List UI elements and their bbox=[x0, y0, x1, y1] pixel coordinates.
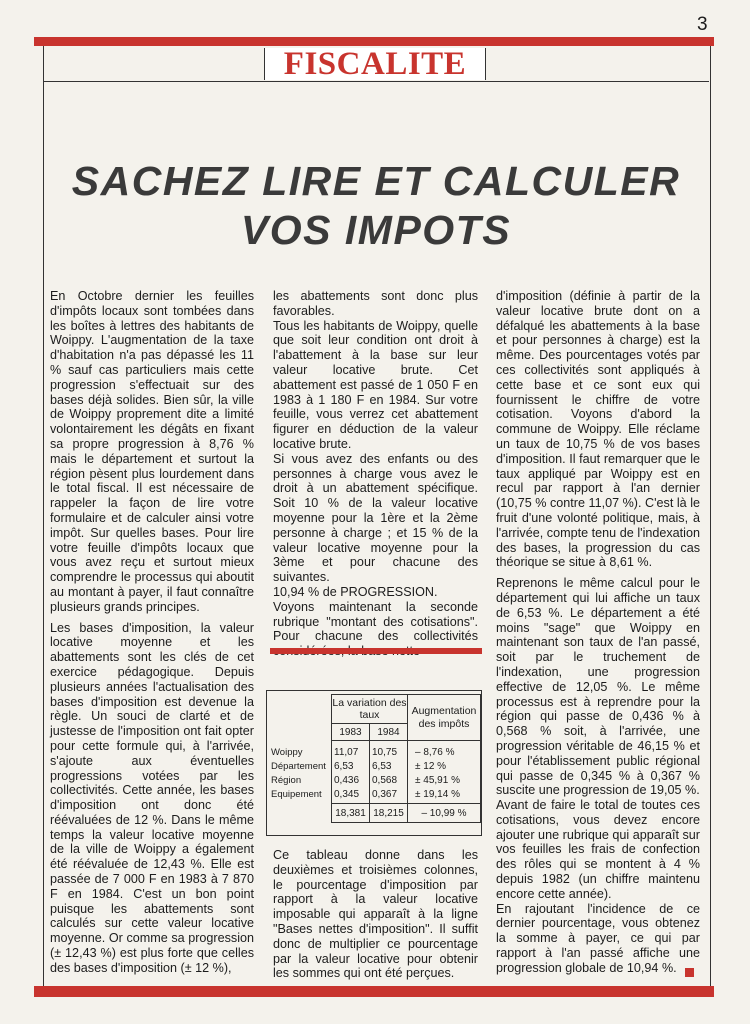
column-3 bbox=[496, 289, 700, 976]
cell-1984: 0,367 bbox=[372, 789, 398, 800]
cell-augmentation: ± 45,91 % bbox=[415, 775, 460, 786]
article-title-line2: VOS IMPOTS bbox=[240, 207, 512, 253]
paragraph: Les bases d'imposition, la valeur locative moyenne et les abattements sont les clés de cet exercice pédagogique. Depuis plusieurs années l'actualisation des bases d'imposition est devenue la règle. Un souci de clarté et de justesse de l'imposition ont fait opter pour cette formule qui, à l'arrivée, s'ajoute aux éventuelles progressions votées par les collectivités. Cette année, les bases d'imposition ont donc été réévaluées de 12 %. Dans le même temps la valeur locative moyenne de la ville de Woippy a également été réévaluée de 12,43 %. Elle est passée de 7 000 F en 1983 à 7 870 F en 1984. C'est un bon point puisque les abattements sont calculés sur cette valeur locative moyenne. Or comme sa progression (± 12,43 %) est plus forte que celles des bases d'imposition (± 12 %), bbox=[50, 620, 254, 975]
paragraph: Tous les habitants de Woippy, quelle que soit leur condition ont droit à l'abattement à la base sur leur valeur locative brute. Cet abattement est passé de 1 050 F en 1983 à 1 180 F en 1984. Sur votre feuille, vous verrez cet abattement figurer en déduction de la valeur locative brute. bbox=[273, 318, 478, 451]
total-augmentation: – 10,99 % bbox=[408, 804, 481, 823]
column-2-lower bbox=[273, 848, 478, 981]
cell-1984: 10,75 bbox=[372, 747, 398, 758]
paragraph: En Octobre dernier les feuilles d'impôts locaux sont tombées dans les boîtes à lettres des habitants de Woippy. L'augmentation de la taxe d'habitation n'a pas dépassé les 11 % sauf cas particuliers mais cette progression s'effectuait sur des bases déjà solides. Bien sûr, la ville de Woippy proprement dite a limité volontairement les dégâts en fixant sa propre progression à 8,76 % mais le département et surtout la région pèsent plus lourdement dans le total fiscal. Il est nécessaire de rappeler la façon de lire votre formulaire et de calculer ainsi votre impôt. Sur quelles bases. Pour lire votre feuille d'impôts locaux que vous avez reçu et surtout mieux comprendre le processus qui aboutit au montant à payer, il faut connaître plusieurs grands principes. bbox=[50, 289, 254, 614]
section-title: FISCALITE bbox=[264, 48, 486, 80]
paragraph: d'imposition (définie à partir de la valeur locative brute dont on a défalqué les abattements à la base et pour personnes à charge) est la même. Des pourcentages votés par ces collectivités sont appliqués à cette base et ce sont eux qui fournissent le chiffre de votre cotisation. Voyons d'abord la commune de Woippy. Elle réclame un taux de 10,75 % de vos bases d'imposition. Il faut remarquer que le taux appliqué par Woippy est en recul par rapport à l'an dernier (10,75 % contre 11,07 %). C'est là le fruit d'une volonté politique, mais, à l'arrivée, compte tenu de l'indexation des bases, la progression du cas théorique se situe à 8,61 %. bbox=[496, 289, 700, 570]
end-mark-square bbox=[685, 968, 694, 977]
cell-1984: 0,568 bbox=[372, 775, 398, 786]
cell-augmentation: ± 12 % bbox=[415, 761, 447, 772]
row-label: Equipement bbox=[271, 789, 322, 800]
header-augmentation: Augmentation des impôts bbox=[408, 695, 481, 741]
cell-1983: 11,07 bbox=[334, 747, 359, 758]
paragraph: Si vous avez des enfants ou des personnes à charge vous avez le droit à un abattement spécifique. Soit 10 % de la valeur locative moyenne pour la 1ère et la 2ème personne à charge ; et 15 % de la valeur locative moyenne pour la 3ème et pour chacune des suivantes. bbox=[273, 451, 478, 585]
year-1984: 1984 bbox=[370, 724, 408, 741]
row-label: Région bbox=[271, 775, 302, 786]
subheading: 10,94 % de PROGRESSION. bbox=[273, 584, 438, 599]
row-label: Woippy bbox=[271, 747, 303, 758]
bottom-red-bar bbox=[34, 986, 714, 997]
total-1984: 18,215 bbox=[370, 804, 408, 823]
paragraph: Voyons maintenant la seconde rubrique "montant des cotisations". Pour chacune des collectivités bbox=[273, 599, 478, 644]
column-2 bbox=[273, 289, 478, 659]
paragraph: les abattements sont donc plus favorables. bbox=[273, 289, 478, 318]
row-label: Département bbox=[271, 761, 326, 772]
paragraph: Ce tableau donne dans les deuxièmes et troisièmes colonnes, le pourcentage d'imposition par rapport à la valeur locative imposable qui apparaît à la ligne "Bases nettes d'imposition". Il suffit donc de multiplier ce pourcentage par la valeur locative pour obtenir les sommes qui ont été perçues. bbox=[273, 848, 478, 981]
cell-augmentation: ± 19,14 % bbox=[415, 789, 460, 800]
tax-rate-table bbox=[266, 690, 482, 836]
paragraph: Reprenons le même calcul pour le département qui lui affiche un taux de 6,53 %. Le département a été moins "sage" que Woippy en maintenant son taux de l'an passé, soit par le truchement de l'indexation, une progression effective de 12,05 %. Le même processus est à reprendre pour la région qui passe de 0,436 % à 0,568 % soit, à l'arrivée, une progression véritable de 46,15 % et pour l'établissement public régional qui passe de 0,345 % à 0,367 % suscite une progression de 19,05 %. bbox=[496, 576, 700, 798]
column-1 bbox=[50, 289, 254, 976]
cell-1983: 0,345 bbox=[334, 789, 360, 800]
year-1983: 1983 bbox=[332, 724, 370, 741]
cell-1983: 6,53 bbox=[334, 761, 354, 772]
total-1983: 18,381 bbox=[332, 804, 370, 823]
paragraph: Avant de faire le total de toutes ces cotisations, vous devez encore ajouter une rubrique qui apparaît sur vos feuilles les frais de confection des rôles qui se montent à 4 % depuis 1982 (un chiffre maintenu encore cette année). bbox=[496, 798, 700, 901]
header-variation: La variation des taux bbox=[332, 695, 408, 724]
red-divider bbox=[270, 648, 482, 654]
top-red-bar bbox=[34, 37, 714, 46]
cell-1984: 6,53 bbox=[372, 761, 392, 772]
article-title-line1: SACHEZ LIRE ET CALCULER bbox=[71, 158, 681, 204]
page-number: 3 bbox=[697, 14, 708, 35]
cell-augmentation: – 8,76 % bbox=[415, 747, 455, 758]
paragraph: En rajoutant l'incidence de ce dernier pourcentage, vous obtenez la somme à payer, ce qui par rapport à l'an passé affiche une progression globale de 10,94 %. bbox=[496, 901, 700, 975]
cell-1983: 0,436 bbox=[334, 775, 360, 786]
